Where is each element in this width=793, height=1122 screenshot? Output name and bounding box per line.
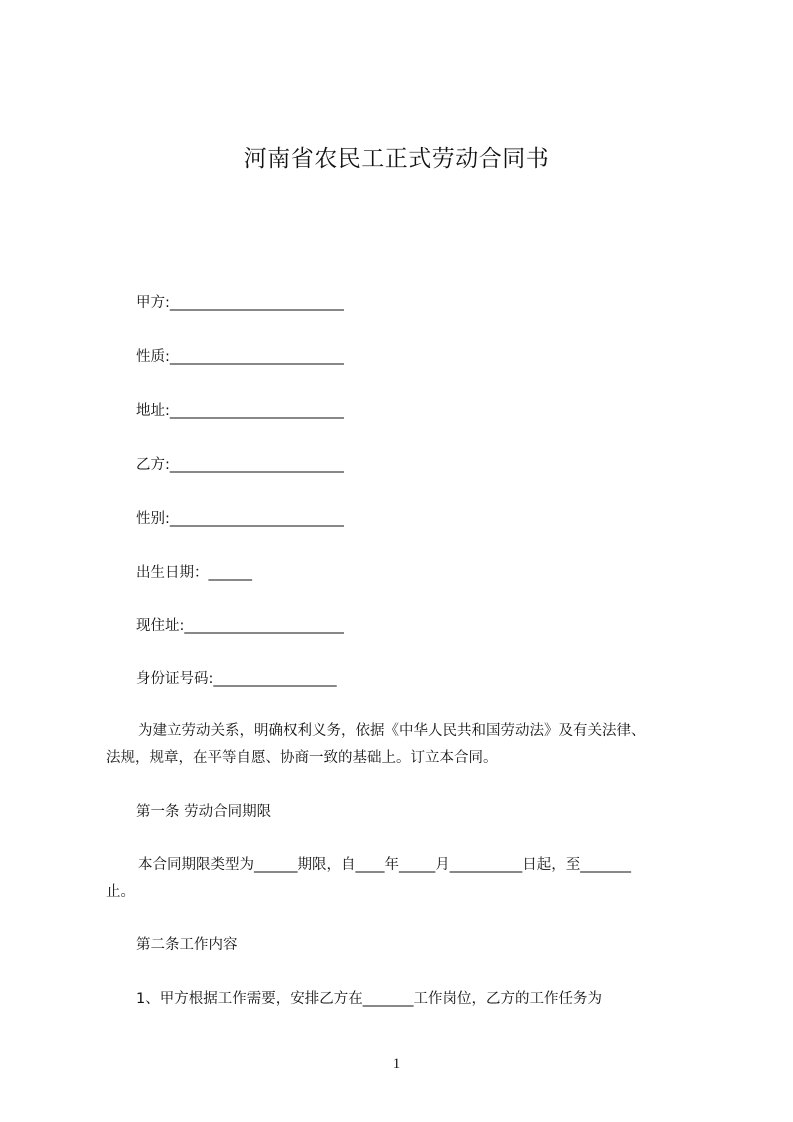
field-address: 地址:________________________ <box>136 403 344 419</box>
field-current-address: 现住址:______________________ <box>136 618 344 634</box>
article-1-heading: 第一条 劳动合同期限 <box>136 804 272 820</box>
field-party-b: 乙方:________________________ <box>136 457 344 473</box>
preamble-line-2: 法规，规章，在平等自愿、协商一致的基础上。订立本合同。 <box>106 750 498 766</box>
article-2-heading: 第二条工作内容 <box>136 937 238 953</box>
field-party-a: 甲方:________________________ <box>136 295 344 311</box>
article-1-line-2: 止。 <box>106 884 135 900</box>
preamble-line-1: 为建立劳动关系，明确权利义务，依据《中华人民共和国劳动法》及有关法律、 <box>138 723 646 739</box>
page-number: 1 <box>392 1056 401 1072</box>
field-nature: 性质:________________________ <box>136 349 344 365</box>
field-birth-date: 出生日期：______ <box>136 565 252 581</box>
field-gender: 性别:________________________ <box>136 511 344 527</box>
document-title: 河南省农民工正式劳动合同书 <box>243 146 550 172</box>
article-1-line-1: 本合同期限类型为______期限，自____年_____月__________日起，至_______ <box>138 857 631 873</box>
field-id-number: 身份证号码:_________________ <box>136 671 337 687</box>
article-2-item-1: 1、甲方根据工作需要，安排乙方在_______工作岗位，乙方的工作任务为 <box>136 991 602 1007</box>
